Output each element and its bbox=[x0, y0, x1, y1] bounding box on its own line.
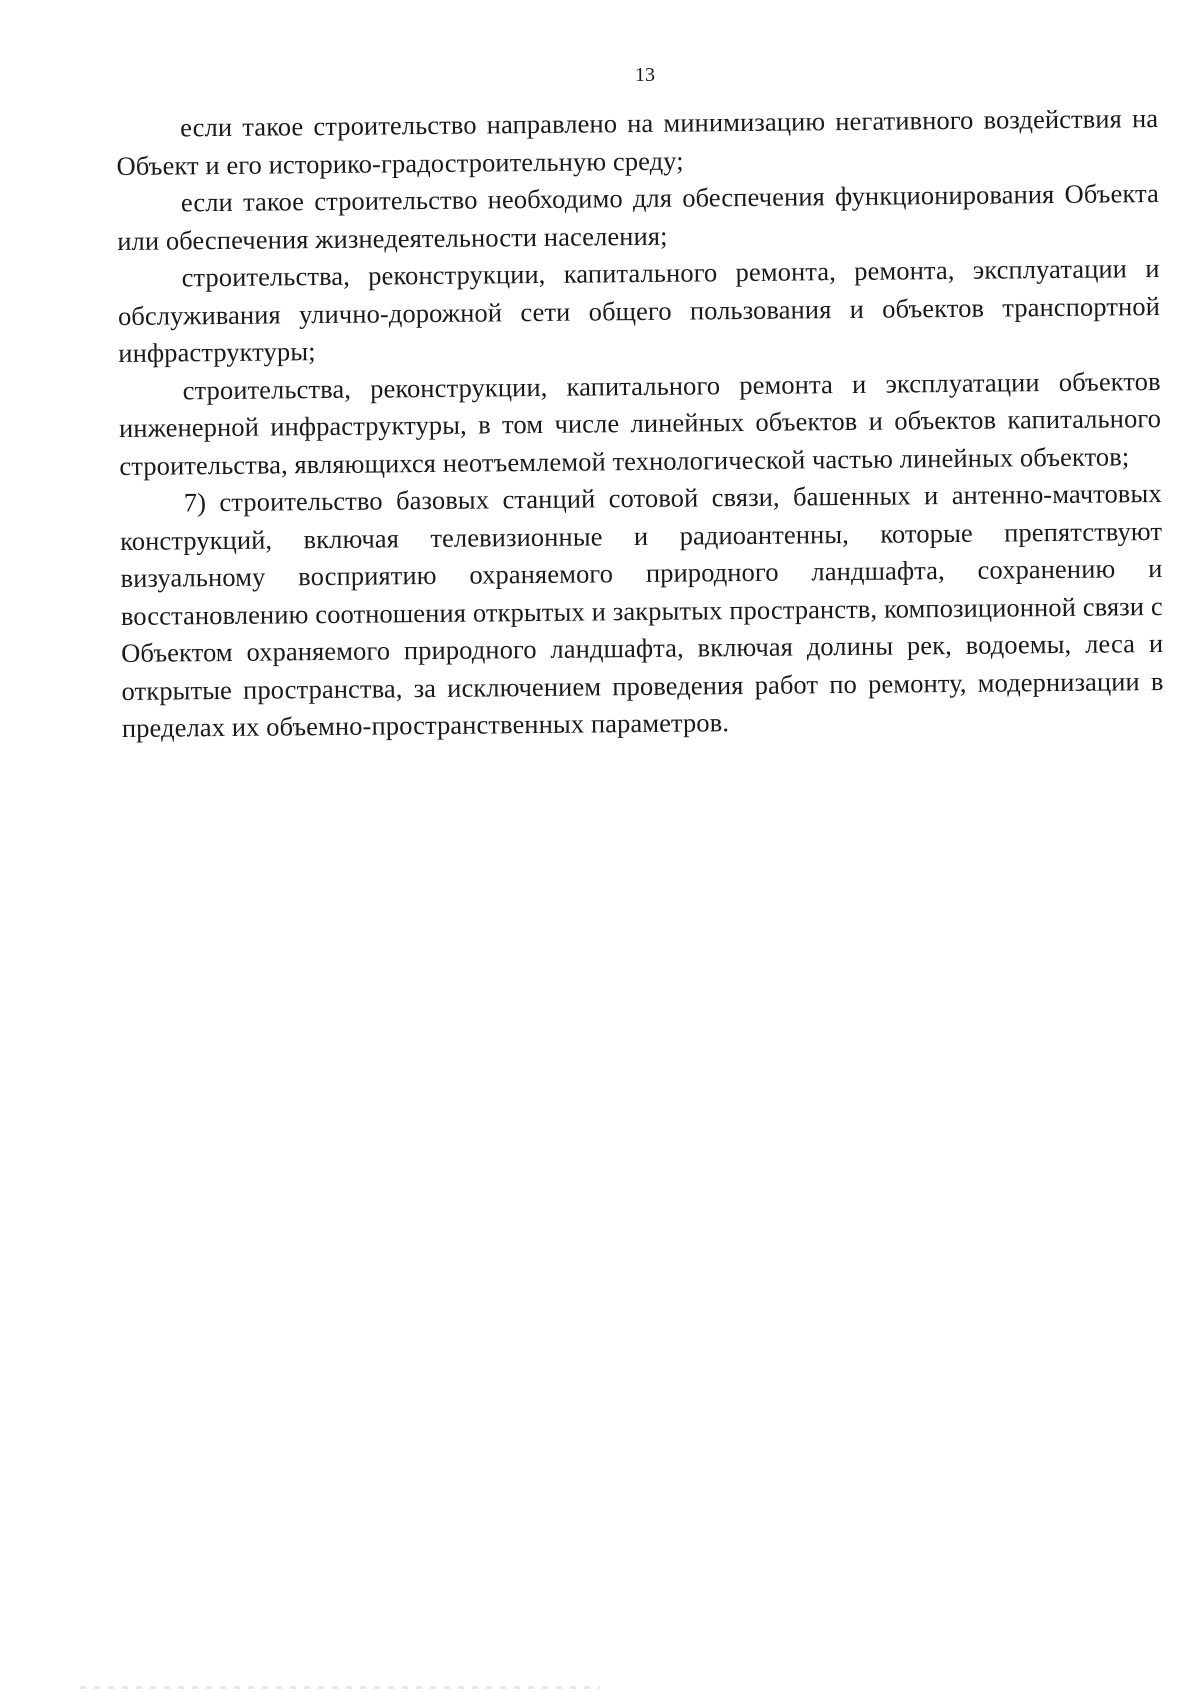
scan-artifact bbox=[80, 1686, 600, 1689]
paragraph-4: строительства, реконструкции, капитального ремонта и эксплуатации объектов инженерной инфраструктуры, в том числе линейных объектов и объектов капитального строительства, являющихся неотъемлемой технологической частью линейных объектов; bbox=[118, 365, 1162, 481]
paragraph-5: 7) строительство базовых станций сотовой связи, башенных и антенно-мачтовых конструкций, включая телевизионные и радиоантенны, которые препятствуют визуальному восприятию охраняемого природного ландшафта, сохранению и восстановлению соотношения открытых и закрытых пространств, композиционной связи с Объектом охраняемого природного ландшафта, включая долины рек, водоемы, леса и открытые пространства, за исключением проведения работ по ремонту, модернизации в пределах их объемно-пространственных параметров. bbox=[119, 477, 1164, 743]
document-body bbox=[116, 100, 1164, 747]
paragraph-1: если такое строительство направлено на минимизацию негативного воздействия на Объект и его историко-градостроительную среду; bbox=[116, 102, 1159, 181]
paragraph-3: строительства, реконструкции, капитального ремонта, ремонта, эксплуатации и обслуживания улично-дорожной сети общего пользования и объектов транспортной инфраструктуры; bbox=[117, 252, 1161, 368]
paragraph-2: если такое строительство необходимо для обеспечения функционирования Объекта или обеспечения жизнедеятельности населения; bbox=[117, 177, 1159, 256]
page-number: 13 bbox=[635, 64, 655, 86]
